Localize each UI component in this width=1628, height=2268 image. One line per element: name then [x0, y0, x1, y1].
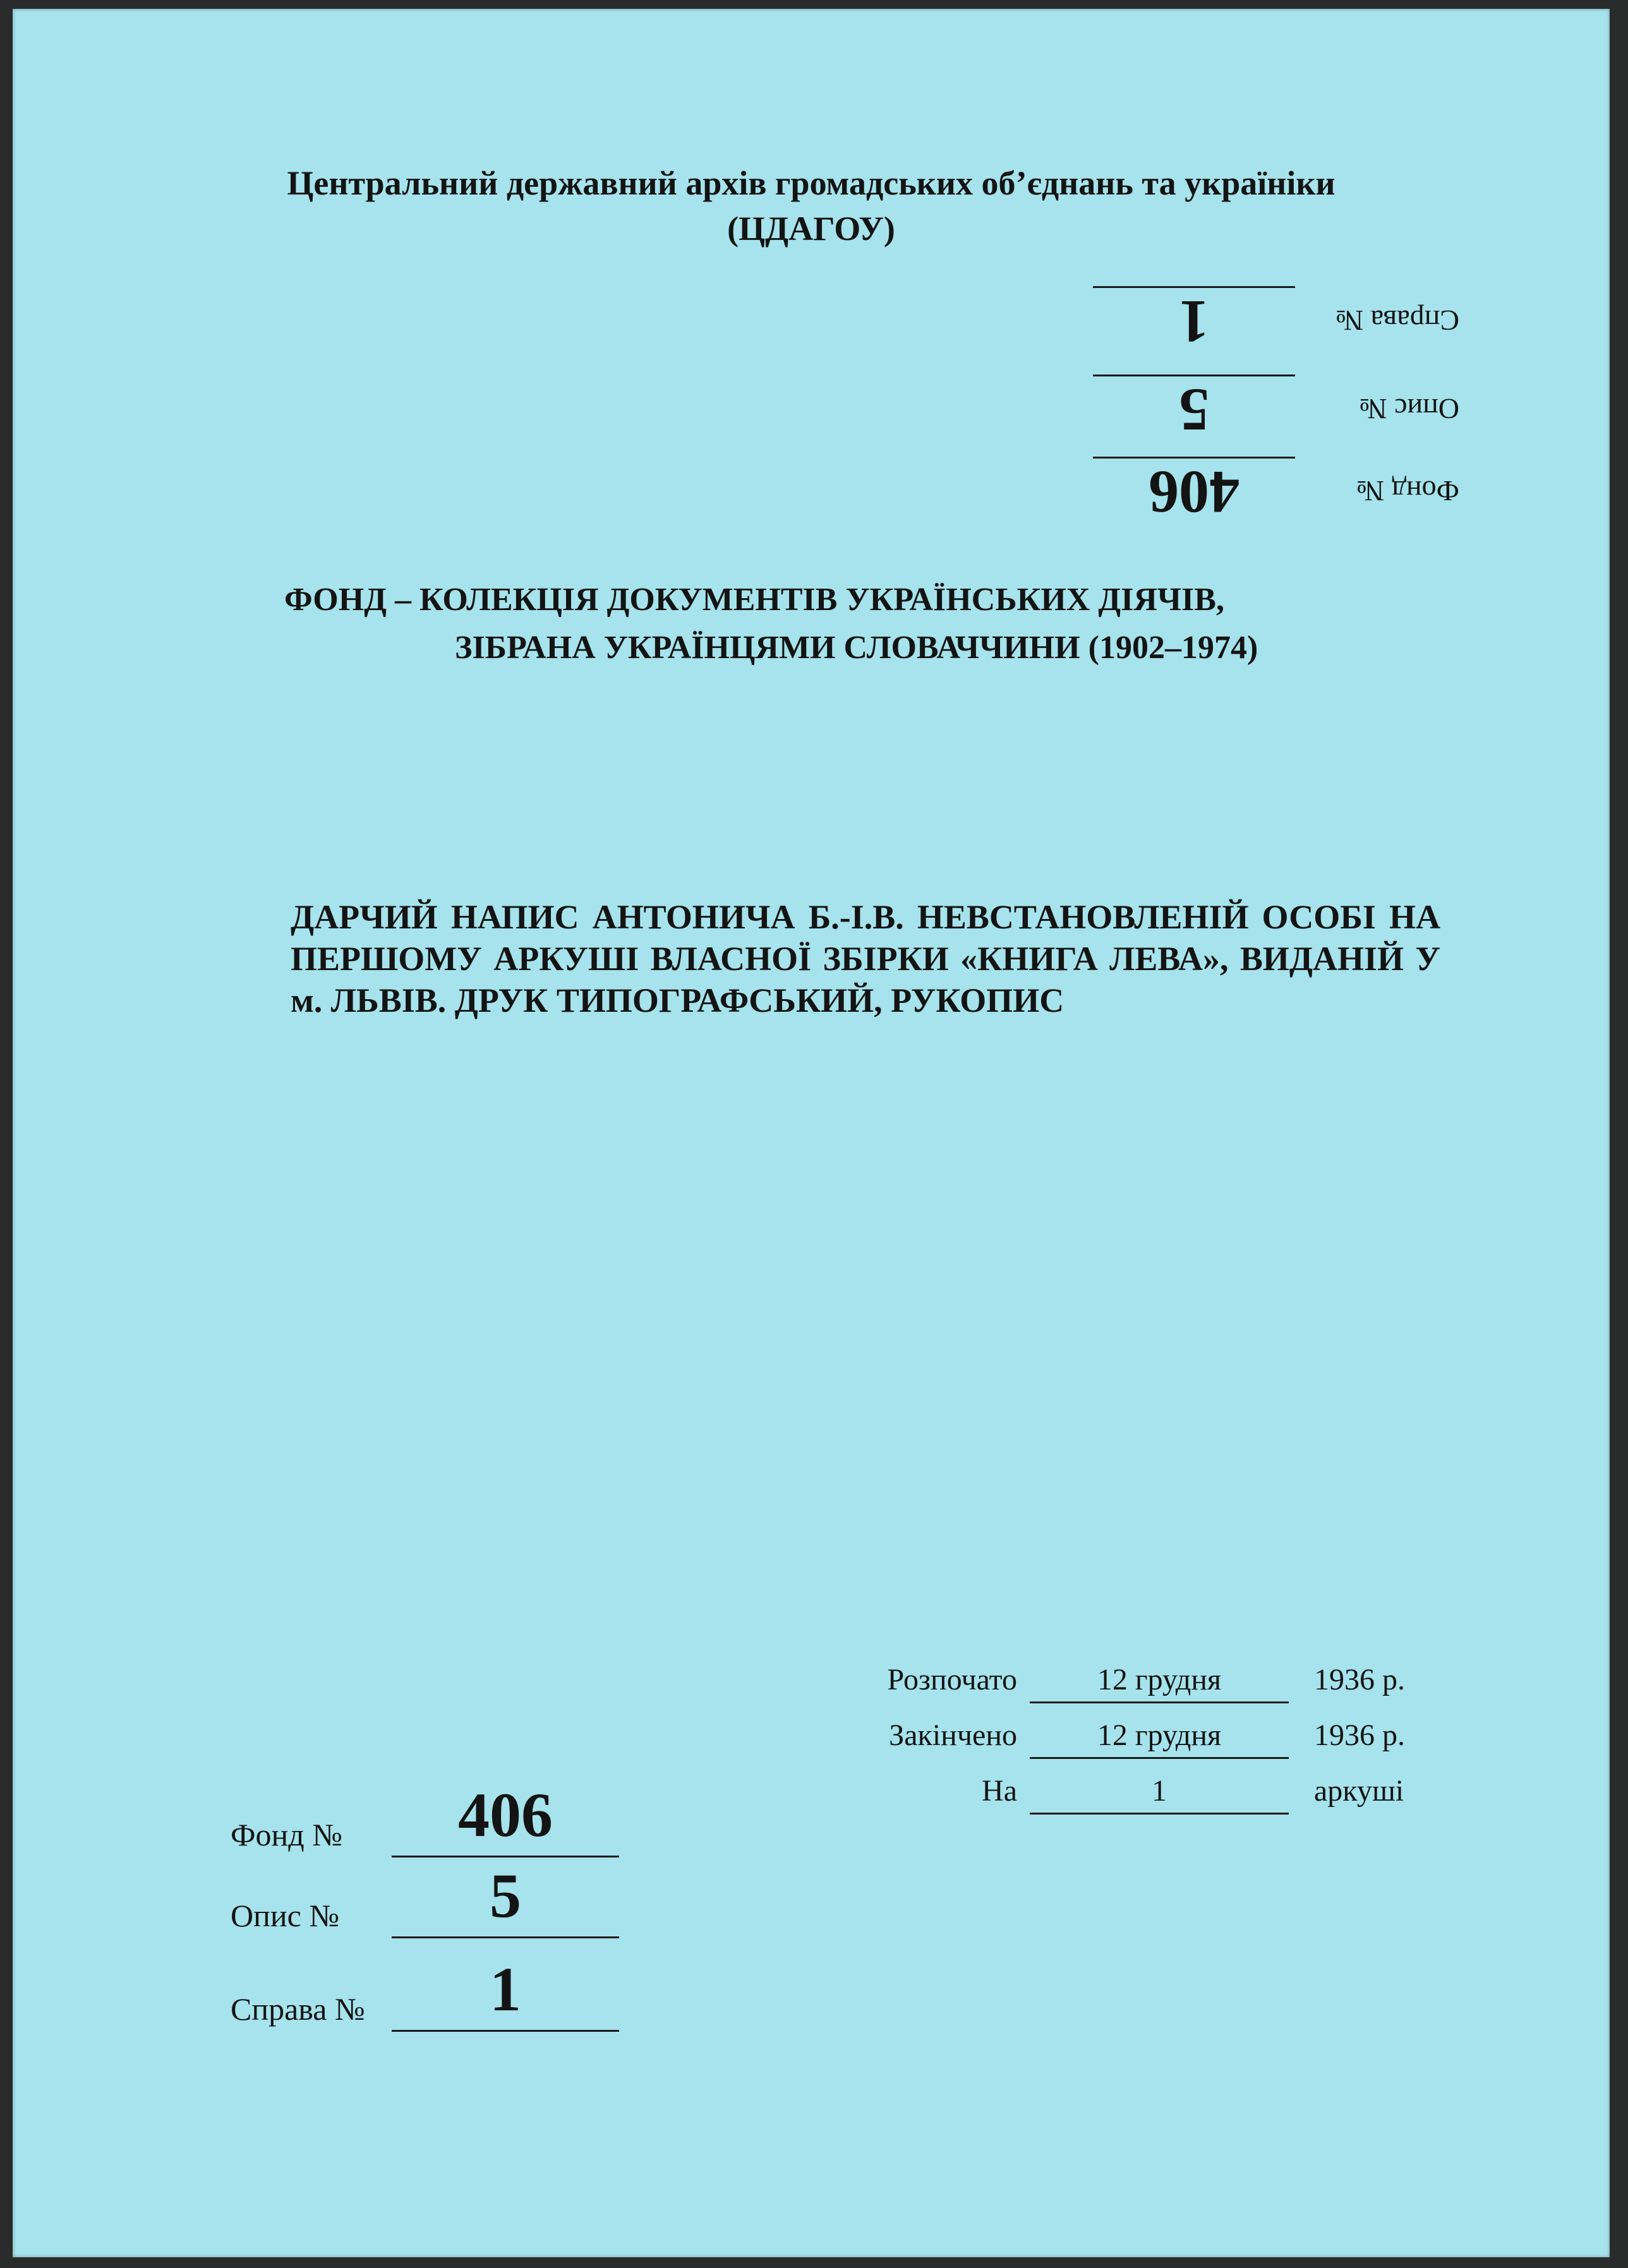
archive-abbreviation: (ЦДАГОУ) — [727, 210, 895, 248]
sheets-value: 1 — [1152, 1774, 1167, 1808]
sheets-line — [1030, 1813, 1289, 1815]
sprava-line — [392, 2030, 619, 2032]
fond-title-line-1: ФОНД – КОЛЕКЦІЯ ДОКУМЕНТІВ УКРАЇНСЬКИХ ДІЯЧІВ, — [284, 582, 1224, 618]
started-label: Розпочато — [887, 1663, 1017, 1696]
opys-value: 5 — [490, 1861, 521, 1931]
inverted-fond-line — [1093, 457, 1295, 459]
inverted-sprava-row — [1017, 280, 1459, 356]
inverted-opys-label: Опис № — [1359, 393, 1459, 425]
document-title: ДАРЧИЙ НАПИС АНТОНИЧА Б.-І.В. НЕВСТАНОВЛЕНІЙ ОСОБІ НА ПЕРШОМУ АРКУШІ ВЛАСНОЇ ЗБІРКИ «КНИГА ЛЕВА», ВИДАНІЙ У м. ЛЬВІВ. ДРУК ТИПОГРАФСЬКИЙ, РУКОПИС — [291, 898, 1440, 1019]
fond-label: Фонд № — [231, 1817, 342, 1852]
finished-line — [1030, 1757, 1289, 1759]
sprava-row — [231, 1952, 673, 2034]
fond-row — [231, 1777, 673, 1859]
inverted-sprava-line — [1093, 286, 1295, 288]
inverted-sprava-label: Справа № — [1336, 304, 1459, 337]
fond-title-line-2: ЗІБРАНА УКРАЇНЦЯМИ СЛОВАЧЧИНИ (1902–1974) — [455, 630, 1258, 666]
sprava-label: Справа № — [231, 1991, 365, 2027]
inverted-opys-line — [1093, 375, 1295, 376]
finished-label: Закінчено — [889, 1719, 1017, 1752]
finished-year: 1936 р. — [1314, 1719, 1405, 1752]
sheets-row — [821, 1762, 1453, 1819]
archive-name: Центральний державний архів громадських об’єднань та україніки — [287, 164, 1336, 202]
inverted-fond-value: 406 — [1149, 459, 1239, 526]
sheets-label: На — [982, 1774, 1017, 1808]
inverted-stamp-block — [1017, 274, 1459, 527]
opys-line — [392, 1936, 619, 1938]
inverted-fond-label: Фонд № — [1356, 475, 1459, 507]
inverted-sprava-value: 1 — [1179, 288, 1209, 356]
inverted-fond-row — [1017, 451, 1459, 527]
finished-row — [821, 1707, 1453, 1763]
opys-label: Опис № — [231, 1898, 340, 1933]
sprava-value: 1 — [490, 1954, 521, 2024]
opys-row — [231, 1858, 673, 1940]
started-year: 1936 р. — [1314, 1663, 1405, 1696]
archive-cover-sheet — [13, 9, 1610, 2257]
started-value: 12 грудня — [1097, 1663, 1222, 1696]
inverted-opys-row — [1017, 369, 1459, 445]
inverted-opys-value: 5 — [1179, 376, 1209, 444]
identifier-block — [231, 1777, 673, 2068]
started-row — [821, 1651, 1453, 1708]
fond-value: 406 — [458, 1780, 553, 1850]
sheets-unit: аркуші — [1314, 1774, 1404, 1808]
finished-value: 12 грудня — [1097, 1719, 1222, 1752]
started-line — [1030, 1701, 1289, 1703]
fond-line — [392, 1856, 619, 1857]
